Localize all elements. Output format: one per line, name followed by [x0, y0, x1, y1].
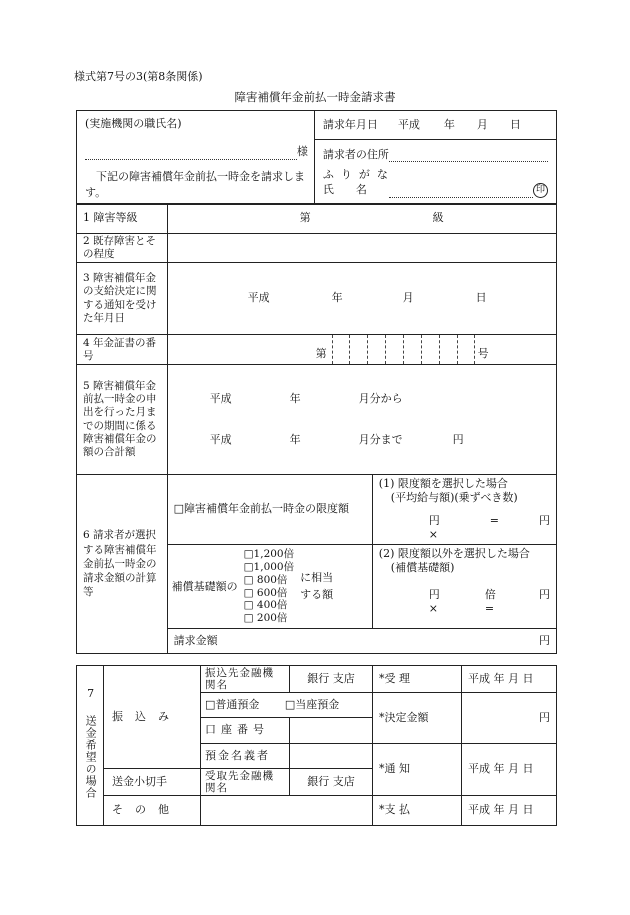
remittance-table — [76, 665, 557, 826]
kettei-label: *決定金額 — [373, 693, 462, 744]
r5-heisei-1: 平成 — [209, 392, 232, 406]
r6-total-yen: 円 — [539, 634, 550, 648]
address-field[interactable] — [389, 149, 548, 162]
other-field[interactable] — [201, 796, 373, 826]
r5-yen: 円 — [452, 432, 464, 446]
uketsuke-date[interactable]: 平成 年 月 日 — [462, 666, 557, 693]
official-name-line[interactable] — [85, 147, 297, 160]
r6-case2-bai: 倍= — [484, 587, 496, 616]
kettei-yen[interactable]: 円 — [462, 693, 557, 744]
r5-heisei-2: 平成 — [209, 432, 232, 446]
account-holder-field[interactable] — [290, 744, 373, 769]
r5-value[interactable] — [167, 365, 556, 475]
tsuchi-label: *通 知 — [373, 744, 462, 796]
r6-case2-title: (2) 限度額以外を選択した場合 — [378, 547, 530, 561]
r5-to: 月分まで — [358, 432, 403, 446]
uketsuke-label: *受 理 — [373, 666, 462, 693]
r1-label: 1 障害等級 — [77, 204, 168, 234]
r6-case2-cell — [372, 545, 556, 629]
official-cell — [77, 111, 315, 205]
r3-hi: 日 — [475, 291, 487, 305]
r6-base-label: 補償基礎額の — [171, 579, 238, 593]
deposit-type-cell[interactable] — [201, 693, 373, 718]
r4-value[interactable] — [167, 335, 556, 365]
check-label: 送金小切手 — [104, 769, 201, 796]
r5-nen-2: 年 — [289, 432, 301, 446]
requester-cell — [314, 111, 556, 205]
multiple-600[interactable]: □ 600倍 — [243, 586, 288, 599]
shiharai-date[interactable]: 平成 年 月 日 — [462, 796, 557, 826]
address-row — [315, 140, 556, 162]
other-label: その他 — [104, 796, 201, 826]
request-header-table — [76, 110, 557, 205]
r6-case1-title: (1) 限度額を選択した場合 — [378, 477, 508, 490]
r1-dai: 第 — [299, 211, 311, 225]
request-date-row — [315, 111, 556, 140]
r6-case1-sub: (平均給与額)(乗ずべき数) — [390, 491, 518, 505]
items-table — [76, 203, 557, 654]
request-text: 下記の障害補償年金前払一時金を請求します。 — [85, 169, 305, 199]
r6-case2-yen: 円× — [428, 587, 440, 616]
address-label: 請求者の住所 — [322, 148, 389, 161]
request-date-heisei: 平成 — [397, 117, 420, 131]
sec7-label-cell — [77, 666, 104, 826]
r6-case1-cell — [372, 475, 556, 545]
furigana-label: ふりがな — [322, 168, 395, 182]
r4-go: 号 — [477, 347, 489, 360]
request-date-hi: 日 — [509, 117, 521, 131]
multiple-200[interactable]: □ 200倍 — [243, 612, 288, 625]
r6-case1-eq: = — [489, 513, 499, 527]
r6-equiv: に相当する額 — [300, 571, 334, 601]
multiple-1000[interactable]: □1,000倍 — [243, 561, 295, 574]
r3-value[interactable] — [167, 263, 556, 335]
request-date-label: 請求年月日 — [322, 117, 378, 131]
name-field[interactable] — [389, 185, 533, 198]
r6-label: 6 請求者が選択する障害補償年金前払一時金の請求金額の計算等 — [77, 475, 168, 654]
r1-kyu: 級 — [432, 211, 444, 225]
multiple-1200[interactable]: □1,200倍 — [243, 548, 295, 561]
multiple-800[interactable]: □ 800倍 — [243, 573, 288, 586]
r5-from: 月分から — [358, 392, 403, 406]
seal-mark: 印 — [533, 183, 548, 198]
r2-value[interactable] — [167, 234, 556, 263]
deposit-normal[interactable]: □普通預金 — [205, 697, 260, 711]
r6-case1-yen2: 円 — [539, 513, 550, 527]
multiple-400[interactable]: □ 400倍 — [243, 599, 288, 612]
r4-dai: 第 — [315, 347, 327, 360]
r3-nen: 年 — [331, 291, 343, 305]
furikomi-label: 振込み — [104, 666, 201, 769]
r2-label: 2 既存障害とその程度 — [77, 234, 168, 263]
r5-label: 5 障害補償年金前払一時金の申出を行った月までの期間に係る障害補償年金の額の合計額 — [77, 365, 168, 475]
r6-case2-sub: (補償基礎額) — [390, 561, 455, 575]
form-title: 障害補償年金前払一時金請求書 — [234, 90, 396, 104]
shiharai-label: *支 払 — [373, 796, 462, 826]
recv-bank-label: 受取先金融機関名 — [201, 769, 290, 796]
tsuchi-date[interactable]: 平成 年 月 日 — [462, 744, 557, 796]
form-number: 様式第7号の3(第8条関係) — [74, 70, 203, 83]
account-no-field[interactable] — [290, 718, 373, 744]
sec7-label: 7 送金希望の場合 — [84, 687, 98, 800]
r3-heisei: 平成 — [247, 291, 270, 305]
account-holder-label: 預金名義者 — [201, 744, 290, 769]
bank-label: 振込先金融機関名 — [201, 666, 290, 693]
r6-base-option[interactable] — [167, 545, 372, 629]
r5-nen-1: 年 — [289, 392, 301, 406]
name-row — [315, 183, 556, 198]
r6-total-cell[interactable] — [167, 629, 556, 654]
r1-value[interactable] — [167, 204, 556, 234]
bank-branch[interactable]: 銀行 支店 — [290, 666, 373, 693]
r6-case2-yen2: 円 — [539, 587, 550, 601]
sama-text: 様 — [296, 145, 308, 159]
r6-multiples — [244, 548, 294, 625]
request-date-tsuki: 月 — [476, 117, 488, 131]
request-date-nen: 年 — [443, 117, 455, 131]
recv-branch[interactable]: 銀行 支店 — [290, 769, 373, 796]
official-label: (実施機関の職氏名) — [85, 117, 182, 130]
account-no-label: 口座番号 — [201, 718, 290, 744]
name-label: 氏名 — [322, 183, 389, 197]
r3-label: 3 障害補償年金の支給決定に関する通知を受けた年月日 — [77, 263, 168, 335]
deposit-current[interactable]: □当座預金 — [284, 697, 340, 711]
r6-limit-option[interactable]: □障害補償年金前払一時金の限度額 — [167, 475, 372, 545]
r6-case1-yen: 円× — [428, 513, 440, 541]
r4-label: 4 年金証書の番号 — [77, 335, 168, 365]
r3-tsuki: 月 — [402, 291, 414, 305]
r6-total-label: 請求金額 — [173, 634, 218, 648]
